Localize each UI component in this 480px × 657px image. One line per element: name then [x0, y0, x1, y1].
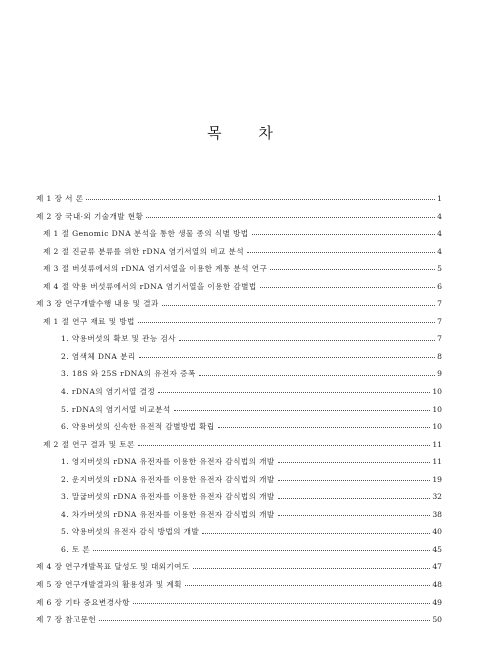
- toc-entry-title: 1. 약용버섯의 확보 및 관능 검사: [61, 334, 176, 344]
- toc-entry-page: 50: [432, 615, 442, 625]
- toc-entry-page: 10: [432, 404, 442, 414]
- toc-entry-page: 1: [437, 193, 442, 203]
- toc-entry[interactable]: [36, 471, 442, 489]
- toc-entry[interactable]: [36, 383, 442, 401]
- toc-entry-page: 6: [437, 281, 442, 291]
- toc-entry[interactable]: [36, 330, 442, 348]
- dot-leader: [133, 603, 430, 604]
- dot-leader: [199, 375, 436, 376]
- toc-entry[interactable]: [36, 208, 442, 226]
- dot-leader: [202, 533, 430, 534]
- toc-entry-title: 3. 18S 와 25S rDNA의 유전자 증폭: [61, 369, 196, 379]
- toc-entry-title: 2. 운지버섯의 rDNA 유전자를 이용한 유전자 감식법의 개발: [61, 474, 275, 484]
- toc-entry-page: 38: [432, 509, 442, 519]
- toc-entry[interactable]: [36, 594, 442, 612]
- toc-entry-title: 제 1 장 서 론: [36, 193, 84, 203]
- toc-entry-page: 45: [432, 544, 442, 554]
- toc-entry-title: 제 3 절 버섯류에서의 rDNA 염기서열을 이용한 계통 분석 연구: [43, 264, 268, 274]
- toc-entry-page: 7: [437, 334, 442, 344]
- toc-entry-page: 10: [432, 386, 442, 396]
- toc-entry-title: 제 7 장 참고문헌: [36, 615, 97, 625]
- toc-entry[interactable]: [36, 611, 442, 629]
- toc-entry-page: 7: [437, 316, 442, 326]
- toc-entry-page: 4: [437, 246, 442, 256]
- toc-entry[interactable]: [36, 418, 442, 436]
- toc-entry-page: 48: [432, 580, 442, 589]
- dot-leader: [278, 498, 431, 499]
- toc-entry[interactable]: [36, 295, 442, 313]
- toc-entry[interactable]: [36, 190, 442, 208]
- dot-leader: [86, 199, 435, 200]
- toc-entry-page: 7: [437, 299, 442, 309]
- toc-entry[interactable]: [36, 313, 442, 331]
- page-title: 목 차: [207, 124, 289, 142]
- toc-entry-page: 11: [432, 439, 442, 449]
- toc-entry-page: 8: [437, 351, 442, 361]
- toc-entry[interactable]: [36, 558, 442, 576]
- dot-leader: [278, 462, 431, 463]
- toc-entry-title: 5. 약용버섯의 유전자 감식 방법의 개발: [61, 527, 200, 537]
- toc-entry[interactable]: [36, 401, 442, 419]
- toc-entry-page: 49: [432, 597, 442, 607]
- toc-entry-title: 4. 차가버섯의 rDNA 유전자를 이용한 유전자 감식법의 개발: [61, 509, 275, 519]
- dot-leader: [138, 445, 431, 446]
- dot-leader: [146, 217, 435, 218]
- toc-entry-title: 6. 약용버섯의 신속한 유전적 감별방법 확립: [61, 422, 215, 432]
- dot-leader: [193, 568, 431, 569]
- toc-entry-title: 5. rDNA의 염기서열 비교분석: [61, 404, 171, 414]
- dot-leader: [139, 357, 436, 358]
- toc-entry[interactable]: [36, 453, 442, 471]
- toc-entry-title: 제 3 장 연구개발수행 내용 및 결과: [36, 299, 159, 309]
- toc-entry-title: 4. rDNA의 염기서열 결정: [61, 386, 156, 396]
- toc-entry-page: 5: [437, 264, 442, 274]
- dot-leader: [158, 392, 430, 393]
- dot-leader: [270, 269, 435, 270]
- toc-entry-title: 6. 토 론: [61, 544, 91, 554]
- dot-leader: [179, 340, 435, 341]
- dot-leader: [99, 620, 430, 621]
- dot-leader: [174, 410, 431, 411]
- toc-entry[interactable]: [36, 348, 442, 366]
- toc-entry-page: 19: [432, 474, 442, 484]
- toc-entry-page: 32: [432, 492, 442, 502]
- toc-entry-title: 제 6 장 기타 중요변경사항: [36, 597, 130, 607]
- toc-entry-page: 4: [437, 211, 442, 221]
- toc-entry-title: 1. 영지버섯의 rDNA 유전자를 이용한 유전자 감식법의 개발: [61, 457, 275, 467]
- toc-entry-title: 제 4 절 약용 버섯류에서의 rDNA 염기서열을 이용한 감별법: [43, 281, 257, 291]
- toc-entry-page: 40: [432, 527, 442, 537]
- toc-entry-title: 제 1 절 연구 재료 및 방법: [43, 316, 135, 326]
- toc-entry-title: 3. 말굽버섯의 rDNA 유전자를 이용한 유전자 감식법의 개발: [61, 492, 275, 502]
- dot-leader: [138, 322, 435, 323]
- toc-entry[interactable]: [36, 488, 442, 506]
- dot-leader: [260, 287, 436, 288]
- toc-entry[interactable]: [36, 506, 442, 524]
- toc-entry[interactable]: [36, 365, 442, 383]
- dot-leader: [252, 234, 436, 235]
- table-of-contents: [36, 190, 442, 629]
- toc-entry-title: 제 4 장 연구개발목표 달성도 및 대외기여도: [36, 562, 190, 572]
- toc-entry[interactable]: [36, 576, 442, 594]
- toc-entry-page: 9: [437, 369, 442, 379]
- toc-entry[interactable]: [36, 278, 442, 296]
- dot-leader: [247, 252, 435, 253]
- dot-leader: [162, 305, 435, 306]
- dot-leader: [278, 480, 431, 481]
- toc-entry-title: 제 1 절 Genomic DNA 분석을 통한 생물 종의 식별 방법: [43, 229, 249, 239]
- dot-leader: [278, 515, 431, 516]
- toc-entry-title: 제 2 절 연구 결과 및 토론: [43, 439, 135, 449]
- toc-entry-title: 제 5 장 연구개발결과의 활용성과 및 계획: [36, 580, 182, 589]
- toc-entry[interactable]: [36, 225, 442, 243]
- toc-entry[interactable]: [36, 523, 442, 541]
- dot-leader: [93, 550, 430, 551]
- toc-entry-title: 제 2 절 진균류 분류를 위한 rDNA 염기서열의 비교 분석: [43, 246, 244, 256]
- toc-entry[interactable]: [36, 541, 442, 559]
- toc-entry-title: 2. 염색체 DNA 분리: [61, 351, 136, 361]
- toc-entry-page: 11: [432, 457, 442, 467]
- toc-entry-page: 10: [432, 422, 442, 432]
- toc-entry[interactable]: [36, 243, 442, 261]
- toc-entry[interactable]: [36, 436, 442, 454]
- toc-entry-page: 47: [432, 562, 442, 572]
- dot-leader: [218, 427, 431, 428]
- toc-entry-page: 4: [437, 229, 442, 239]
- toc-entry[interactable]: [36, 260, 442, 278]
- dot-leader: [185, 585, 430, 586]
- toc-entry-title: 제 2 장 국내·외 기술개발 현황: [36, 211, 144, 221]
